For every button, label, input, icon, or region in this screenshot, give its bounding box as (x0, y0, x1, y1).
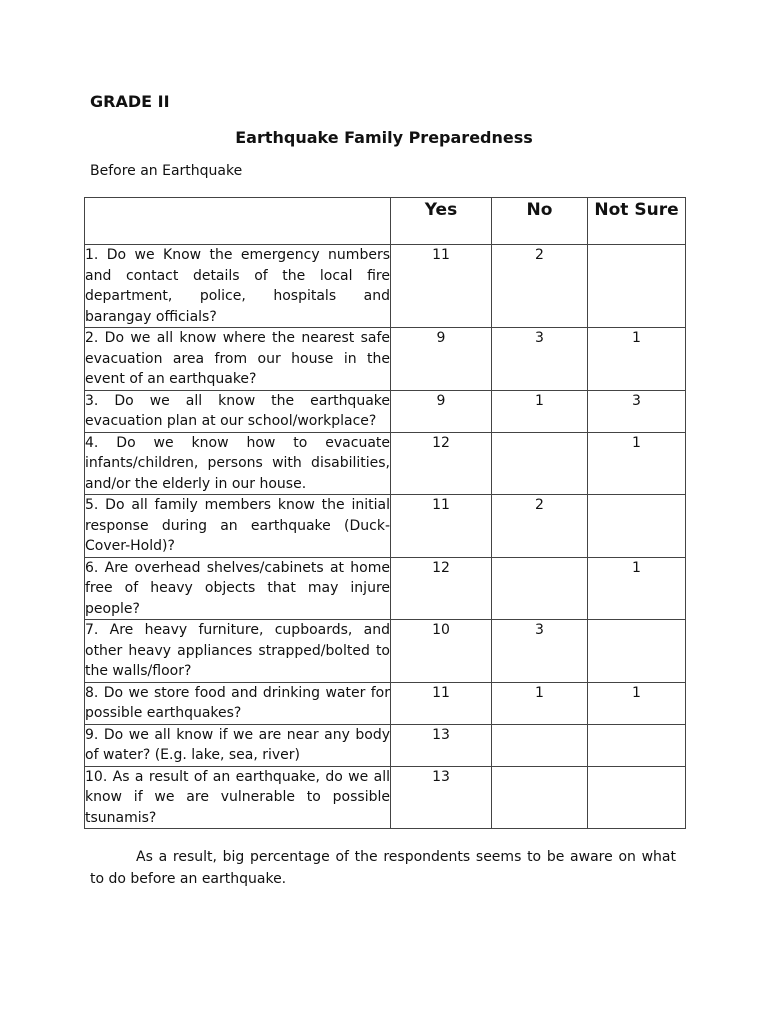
no-count-cell (492, 724, 588, 766)
no-count-cell (492, 766, 588, 829)
question-cell: 6. Are overhead shelves/cabinets at home free of heavy objects that may injure people? (85, 557, 391, 620)
not-sure-count-cell: 1 (588, 682, 686, 724)
table-row (85, 557, 686, 620)
no-count-cell (492, 557, 588, 620)
not-sure-count-cell (588, 620, 686, 683)
not-sure-count-cell: 1 (588, 557, 686, 620)
table-row (85, 766, 686, 829)
header-not-sure-label: Not Sure (594, 200, 679, 220)
table-row (85, 620, 686, 683)
no-count-cell: 3 (492, 620, 588, 683)
table-row (85, 724, 686, 766)
no-count-cell: 2 (492, 245, 588, 328)
not-sure-count-cell: 3 (588, 390, 686, 432)
table-row (85, 432, 686, 495)
no-count-cell: 1 (492, 390, 588, 432)
not-sure-count-cell (588, 495, 686, 558)
survey-table (84, 197, 686, 829)
question-cell: 3. Do we all know the earthquake evacuation plan at our school/workplace? (85, 390, 391, 432)
not-sure-count-cell (588, 724, 686, 766)
section-subtitle: Before an Earthquake (90, 163, 243, 179)
header-question (85, 198, 391, 245)
table-row (85, 328, 686, 391)
table-row (85, 390, 686, 432)
question-cell: 8. Do we store food and drinking water for possible earthquakes? (85, 682, 391, 724)
conclusion-paragraph: As a result, big percentage of the respondents seems to be aware on what to do before an earthquake. (90, 849, 676, 887)
question-cell: 5. Do all family members know the initial response during an earthquake (Duck-Cover-Hold)? (85, 495, 391, 558)
yes-count-cell: 13 (391, 724, 492, 766)
table-header-row (85, 198, 686, 245)
header-yes (391, 198, 492, 245)
question-cell: 10. As a result of an earthquake, do we all know if we are vulnerable to possible tsunamis? (85, 766, 391, 829)
header-yes-label: Yes (424, 200, 458, 220)
grade-heading: GRADE II (90, 92, 170, 111)
no-count-cell: 1 (492, 682, 588, 724)
question-cell: 4. Do we know how to evacuate infants/children, persons with disabilities, and/or the elderly in our house. (85, 432, 391, 495)
not-sure-count-cell: 1 (588, 432, 686, 495)
header-no (492, 198, 588, 245)
yes-count-cell: 9 (391, 390, 492, 432)
yes-count-cell: 13 (391, 766, 492, 829)
not-sure-count-cell (588, 245, 686, 328)
table-row (85, 245, 686, 328)
yes-count-cell: 9 (391, 328, 492, 391)
not-sure-count-cell (588, 766, 686, 829)
table-row (85, 682, 686, 724)
header-no-label: No (526, 200, 553, 220)
not-sure-count-cell: 1 (588, 328, 686, 391)
yes-count-cell: 11 (391, 245, 492, 328)
no-count-cell: 2 (492, 495, 588, 558)
yes-count-cell: 12 (391, 557, 492, 620)
question-cell: 7. Are heavy furniture, cupboards, and other heavy appliances strapped/bolted to the walls/floor? (85, 620, 391, 683)
no-count-cell: 3 (492, 328, 588, 391)
yes-count-cell: 11 (391, 495, 492, 558)
no-count-cell (492, 432, 588, 495)
yes-count-cell: 11 (391, 682, 492, 724)
survey-table-body (85, 245, 686, 829)
yes-count-cell: 10 (391, 620, 492, 683)
header-not-sure (588, 198, 686, 245)
table-row (85, 495, 686, 558)
question-cell: 2. Do we all know where the nearest safe evacuation area from our house in the event of an earthquake? (85, 328, 391, 391)
question-cell: 9. Do we all know if we are near any body of water? (E.g. lake, sea, river) (85, 724, 391, 766)
yes-count-cell: 12 (391, 432, 492, 495)
question-cell: 1. Do we Know the emergency numbers and contact details of the local fire department, police, hospitals and barangay officials? (85, 245, 391, 328)
document-title: Earthquake Family Preparedness (235, 128, 533, 147)
